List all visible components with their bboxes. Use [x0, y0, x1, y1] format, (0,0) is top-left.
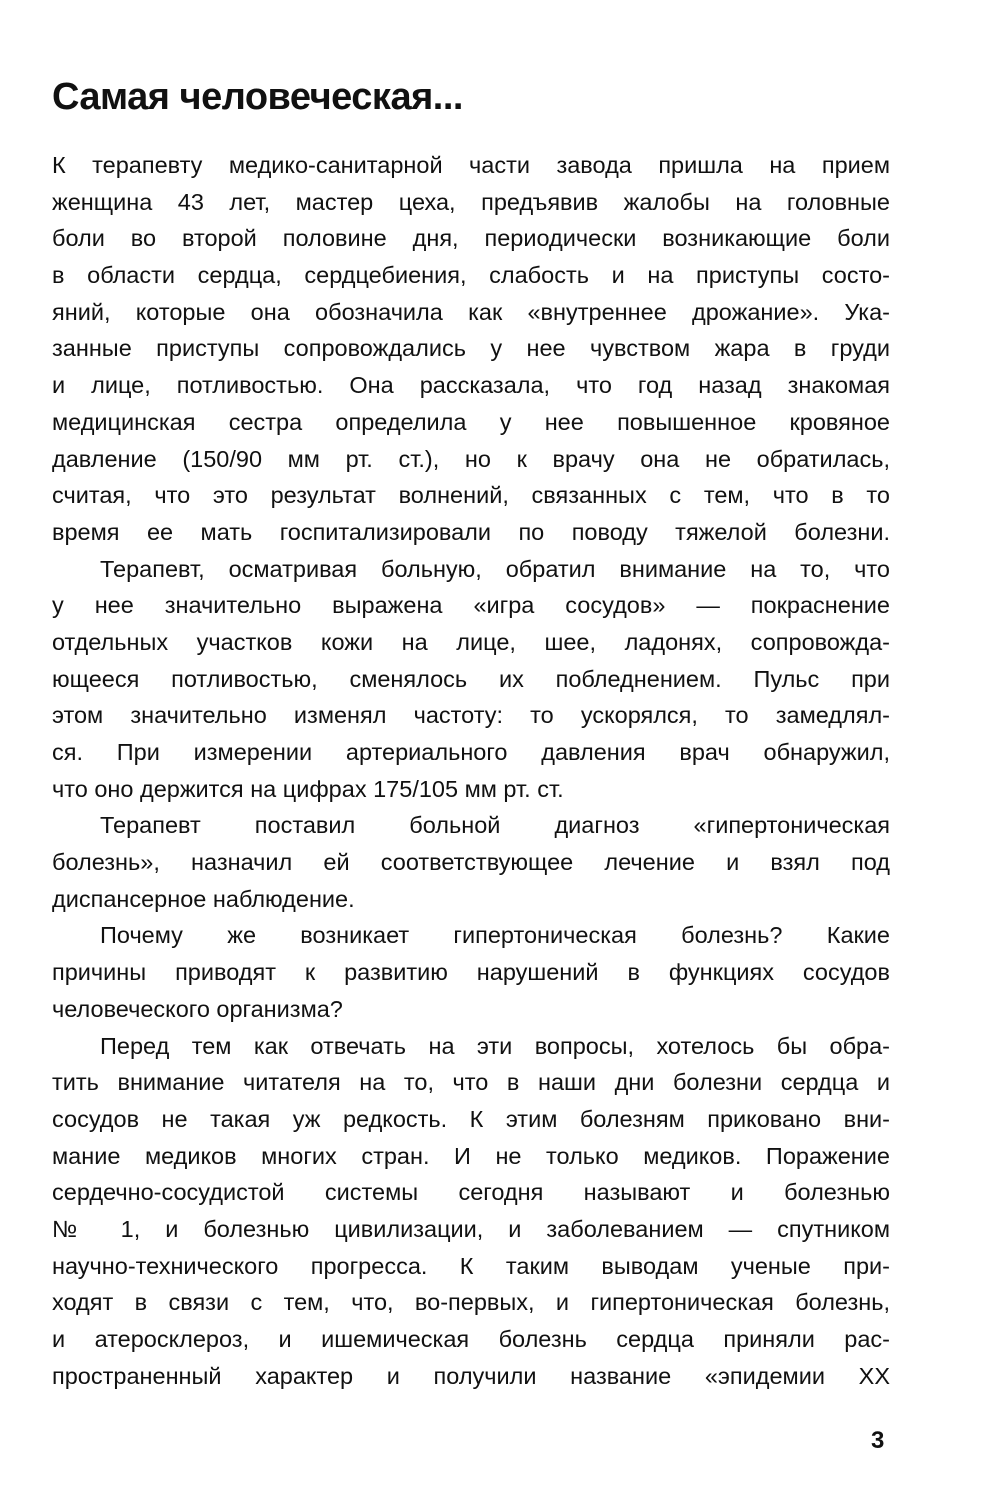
- text-line: боли во второй половине дня, периодически возникающие боли: [52, 225, 890, 252]
- page-number: 3: [871, 1427, 885, 1454]
- text-line: научно-технического прогресса. К таким выводам ученые при-: [52, 1252, 890, 1279]
- text-line: пространенный характер и получили название «эпидемии XX: [52, 1362, 890, 1389]
- paragraph: [52, 1028, 890, 1395]
- paragraph: [52, 917, 890, 1027]
- text-line: яний, которые она обозначила как «внутреннее дрожание». Ука-: [52, 298, 890, 325]
- text-line: К терапевту медико-санитарной части завода пришла на прием: [52, 152, 890, 178]
- text-line: Терапевт, осматривая больную, обратил внимание на то, что: [100, 555, 890, 582]
- text-line: ся. При измерении артериального давления врач обнаружил,: [52, 739, 890, 765]
- text-line: человеческого организма?: [52, 995, 343, 1022]
- chapter-title: Самая человеческая...: [52, 76, 463, 118]
- text-line: Терапевт поставил больной диагноз «гипертоническая: [100, 812, 890, 839]
- text-line: и атеросклероз, и ишемическая болезнь сердца приняли рас-: [52, 1326, 890, 1352]
- text-line: мание медиков многих стран. И не только медиков. Поражение: [52, 1142, 890, 1169]
- text-line: Перед тем как отвечать на эти вопросы, хотелось бы обра-: [100, 1032, 890, 1059]
- text-line: этом значительно изменял частоту: то ускорялся, то замедлял-: [52, 702, 890, 729]
- text-line: диспансерное наблюдение.: [52, 885, 355, 912]
- text-line: время ее мать госпитализировали по поводу тяжелой болезни.: [52, 518, 890, 545]
- text-line: давление (150/90 мм рт. ст.), но к врачу она не обратилась,: [52, 445, 890, 472]
- text-line: сосудов не такая уж редкость. К этим болезням приковано вни-: [52, 1105, 890, 1132]
- text-line: женщина 43 лет, мастер цеха, предъявив жалобы на головные: [52, 188, 890, 215]
- text-line: болезнь», назначил ей соответствующее лечение и взял под: [52, 849, 890, 876]
- text-line: ходят в связи с тем, что, во-первых, и гипертоническая болезнь,: [52, 1289, 890, 1316]
- text-line: занные приступы сопровождались у нее чувством жара в груди: [52, 335, 890, 362]
- text-line: что оно держится на цифрах 175/105 мм рт. ст.: [52, 775, 564, 802]
- text-line: у нее значительно выражена «игра сосудов» — покраснение: [52, 592, 890, 619]
- text-line: причины приводят к развитию нарушений в функциях сосудов: [52, 959, 890, 986]
- paragraph: [52, 147, 890, 551]
- text-line: и лице, потливостью. Она рассказала, что год назад знакомая: [52, 372, 890, 399]
- body-text: [52, 147, 890, 1394]
- text-line: считая, что это результат волнений, связанных с тем, что в то: [52, 482, 890, 509]
- text-line: тить внимание читателя на то, что в наши дни болезни сердца и: [52, 1069, 890, 1096]
- text-line: в области сердца, сердцебиения, слабость и на приступы состо-: [52, 262, 890, 289]
- paragraph: [52, 551, 890, 808]
- text-line: № 1, и болезнью цивилизации, и заболеванием — спутником: [52, 1215, 890, 1242]
- text-line: отдельных участков кожи на лице, шее, ладонях, сопровожда-: [52, 628, 890, 655]
- text-line: Почему же возникает гипертоническая болезнь? Какие: [100, 922, 890, 949]
- text-line: сердечно-сосудистой системы сегодня называют и болезнью: [52, 1179, 890, 1206]
- text-line: ющееся потливостью, сменялось их побледнением. Пульс при: [52, 665, 890, 692]
- paragraph: [52, 807, 890, 917]
- text-line: медицинская сестра определила у нее повышенное кровяное: [52, 408, 890, 435]
